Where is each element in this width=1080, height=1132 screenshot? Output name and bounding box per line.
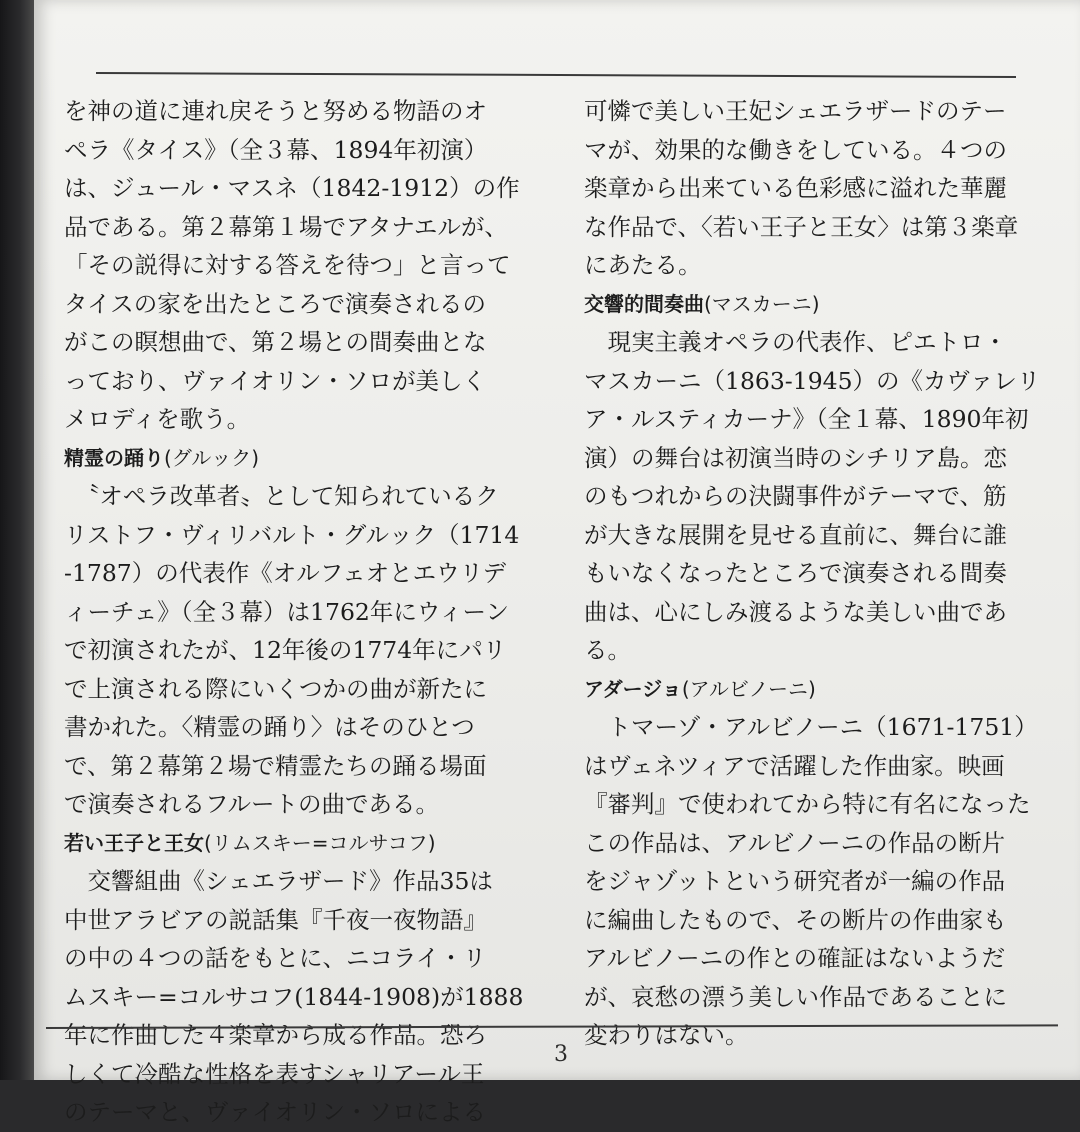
text-line: っており、ヴァイオリン・ソロが美しく: [64, 366, 487, 395]
section-title: 交響的間奏曲: [584, 291, 704, 316]
text-line: を神の道に連れ戻そうと努める物語のオ: [64, 97, 487, 125]
section-title: 若い王子と王女: [64, 830, 204, 855]
text-line: リストフ・ヴィリバルト・グルック（1714: [64, 520, 520, 549]
text-line: もいなくなったところで演奏される間奏: [584, 559, 1007, 587]
section-composer: (リムスキー=コルサコフ): [204, 830, 436, 855]
paragraph-dance-of-spirits: [64, 477, 532, 824]
paragraph-meditation: [64, 92, 532, 439]
text-line: をジャゾットという研究者が一編の作品: [584, 867, 1006, 895]
text-line: タイスの家を出たところで演奏されるの: [64, 289, 487, 318]
text-line: 可憐で美しい王妃シェエラザードのテー: [584, 97, 1007, 125]
top-rule: [96, 72, 1016, 78]
text-line: で上演される際にいくつかの曲が新たに: [64, 674, 487, 703]
text-line: マが、効果的な働きをしている。４つの: [584, 135, 1007, 164]
booklet-left-edge: [0, 0, 34, 1080]
section-composer: (アルビノーニ): [681, 676, 816, 701]
text-line: で、第２幕第２場で精霊たちの踊る場面: [64, 751, 487, 780]
section-heading-adagio: [584, 670, 1044, 709]
text-line: の中の４つの話をもとに、ニコライ・リ: [64, 944, 487, 972]
text-line: る。: [584, 636, 631, 664]
text-line: で演奏されるフルートの曲である。: [64, 790, 440, 818]
text-line: 品である。第２幕第１場でアタナエルが、: [64, 212, 508, 241]
text-line: -1787）の代表作《オルフェオとエウリデ: [64, 559, 507, 587]
section-title: 精霊の踊り: [64, 445, 164, 470]
text-line: マスカーニ（1863-1945）の《カヴァレリ: [584, 366, 1041, 395]
text-line: しくて冷酷な性格を表すシャリアール王: [64, 1059, 485, 1088]
text-line: アルビノーニの作との確証はないようだ: [584, 944, 1006, 972]
text-line: のもつれからの決闘事件がテーマで、筋: [584, 482, 1007, 510]
text-line: 演）の舞台は初演当時のシチリア島。恋: [584, 443, 1007, 472]
text-line: 変わりはない。: [584, 1021, 749, 1049]
section-heading-dance-of-spirits: [64, 439, 532, 478]
section-heading-intermezzo: [584, 285, 1044, 324]
text-line: 『審判』で使われてから特に有名になった: [584, 790, 1031, 818]
text-line: ムスキー=コルサコフ(1844-1908)が1888: [64, 982, 524, 1011]
section-heading-young-prince: [64, 824, 532, 863]
text-line: は、ジュール・マスネ（1842-1912）の作: [64, 174, 520, 202]
text-line: ペラ《タイス》（全３幕、1894年初演）: [64, 135, 488, 164]
text-line: はヴェネツィアで活躍した作曲家。映画: [584, 751, 1005, 780]
section-title: アダージョ: [584, 676, 682, 701]
text-line: 現実主義オペラの代表作、ピエトロ・: [584, 328, 1007, 356]
booklet-page: [34, 0, 1080, 1126]
text-line: 楽章から出来ている色彩感に溢れた華麗: [584, 174, 1007, 202]
text-line: 曲は、心にしみ渡るような美しい曲であ: [584, 597, 1007, 626]
text-line: がこの瞑想曲で、第２場との間奏曲とな: [64, 328, 487, 356]
text-line: ア・ルスティカーナ》（全１幕、1890年初: [584, 405, 1029, 433]
paragraph-intermezzo: [584, 323, 1044, 670]
page-number: 3: [554, 1042, 568, 1067]
text-line: ィーチェ》（全３幕）は1762年にウィーン: [64, 597, 509, 626]
text-line: 交響組曲《シェエラザード》作品35は: [64, 867, 493, 895]
right-column: [584, 92, 1044, 1055]
text-line: にあたる。: [584, 251, 702, 279]
paragraph-adagio: [584, 708, 1044, 1055]
text-line: が、哀愁の漂う美しい作品であることに: [584, 982, 1007, 1011]
text-line: 「その説得に対する答えを待つ」と言って: [64, 251, 511, 279]
text-line: に編曲したもので、その断片の作曲家も: [584, 905, 1007, 934]
text-line: メロディを歌う。: [64, 405, 251, 433]
text-line: が大きな展開を見せる直前に、舞台に誰: [584, 520, 1007, 549]
text-line: トマーゾ・アルビノーニ（1671-1751）: [584, 713, 1038, 741]
text-line: 年に作曲した４楽章から成る作品。恐ろ: [64, 1021, 487, 1049]
text-line: 〝オペラ改革者〟として知られているク: [64, 482, 499, 510]
left-column: [64, 92, 532, 1132]
paragraph-scheherazade-cont: [584, 92, 1044, 285]
text-line: 書かれた。〈精霊の踊り〉はそのひとつ: [64, 713, 475, 741]
section-composer: (マスカーニ): [704, 291, 820, 316]
section-composer: (グルック): [164, 445, 260, 470]
text-line: 中世アラビアの説話集『千夜一夜物語』: [64, 905, 487, 934]
text-line: この作品は、アルビノーニの作品の断片: [584, 828, 1006, 857]
paragraph-young-prince: [64, 862, 532, 1132]
text-line: な作品で、〈若い王子と王女〉は第３楽章: [584, 212, 1019, 241]
text-line: で初演されたが、12年後の1774年にパリ: [64, 636, 507, 664]
text-line: のテーマと、ヴァイオリン・ソロによる: [64, 1098, 487, 1126]
